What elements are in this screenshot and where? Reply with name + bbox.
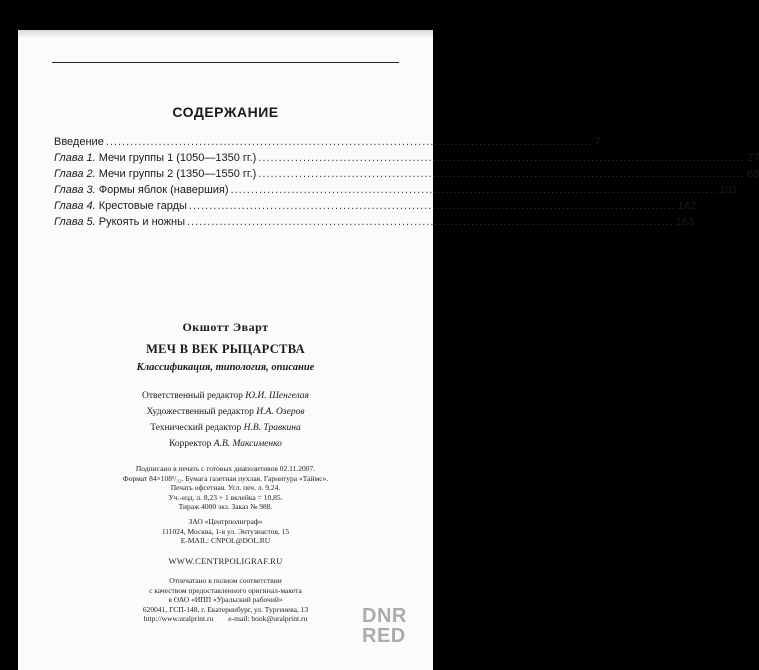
toc-entry	[54, 214, 695, 230]
imprint-line: Печать офсетная. Усл. печ. л. 9,24.	[170, 483, 281, 492]
watermark-line: DNR	[362, 605, 407, 627]
toc-entry-chapter: Глава 5.	[54, 216, 96, 228]
toc-leader-dots: ........................................................................................................................	[105, 136, 593, 148]
top-rule	[52, 62, 399, 63]
toc-entry-page: 101	[719, 184, 738, 196]
book-title: МЕЧ В ВЕК РЫЦАРСТВА	[146, 342, 305, 356]
table-of-contents	[54, 134, 759, 230]
toc-entry	[54, 166, 759, 182]
imprint-details	[18, 464, 433, 512]
toc-entry-page: 68	[747, 168, 759, 180]
toc-entry-page: 142	[677, 200, 697, 212]
printing-line: Отпечатано в полном соответствии	[169, 576, 282, 585]
toc-entry	[54, 182, 738, 198]
toc-entry	[54, 134, 601, 150]
toc-entry-page: 163	[675, 216, 695, 228]
credit-role: Корректор	[169, 439, 212, 449]
toc-leader-dots: ........................................................................................................................	[258, 168, 746, 180]
credit-name: Н.В. Травкина	[243, 423, 301, 433]
book-author: Окшотт Эварт	[182, 320, 269, 334]
toc-entry-chapter: Глава 2.	[54, 168, 96, 180]
editorial-credits	[18, 388, 433, 452]
publisher-line: E-MAIL: CNPOL@DOL.RU	[180, 536, 271, 545]
imprint-line: Формат 84×108¹/₃₂. Бумага газетная пухлая. Гарнитура «Таймс».	[122, 473, 329, 483]
toc-entry-title: Крестовые гарды	[98, 200, 187, 212]
watermark-line: RED	[362, 625, 406, 647]
toc-entry-title: Мечи группы 2 (1350—1550 гг.)	[98, 168, 257, 180]
toc-entry-title: Введение	[54, 136, 104, 148]
printing-line: в ОАО «ИПП «Уральский рабочий»	[168, 595, 283, 604]
toc-leader-dots: ........................................................................................................................	[187, 216, 674, 228]
credit-line	[18, 404, 433, 420]
publisher-line: ЗАО «Центрполиграф»	[188, 517, 263, 526]
credit-name: И.А. Озеров	[256, 407, 305, 417]
toc-entry	[54, 150, 759, 166]
toc-leader-dots: ........................................................................................................................	[188, 200, 676, 212]
toc-entry-title: Формы яблок (навершия)	[98, 184, 229, 196]
toc-entry-title: Рукоять и ножны	[98, 216, 186, 228]
toc-entry-chapter: Глава 3.	[54, 184, 96, 196]
publisher-line: 111024, Москва, 1-я ул. Энтузиастов, 15	[161, 526, 290, 536]
publisher-website: WWW.CENTRPOLIGRAF.RU	[168, 556, 283, 566]
credit-line	[18, 436, 433, 452]
toc-leader-dots: ........................................................................................................................	[230, 184, 718, 196]
toc-entry-title: Мечи группы 1 (1050—1350 гг.)	[98, 152, 257, 164]
printing-line: 620041, ГСП-148, г. Екатеринбург, ул. Тургенева, 13	[142, 604, 309, 614]
toc-entry-page: 27	[747, 152, 759, 164]
credit-line	[18, 388, 433, 404]
imprint-line: Уч.-изд. л. 8,23 + 1 вклейка = 10,85.	[168, 492, 283, 502]
toc-entry	[54, 198, 697, 214]
scan-shadow	[18, 30, 433, 38]
credit-name: А.В. Максименко	[213, 439, 282, 449]
printing-line: http://www.uralprint.ru e-mail: book@uralprint.ru	[143, 614, 308, 623]
toc-entry-page: 7	[594, 136, 601, 148]
imprint-line: Подписано в печать с готовых диапозитивов 02.11.2007.	[135, 464, 316, 473]
toc-leader-dots: ........................................................................................................................	[258, 152, 746, 164]
publisher-info	[18, 517, 433, 546]
book-subtitle: Классификация, типология, описание	[136, 362, 315, 373]
toc-entry-chapter: Глава 1.	[54, 152, 96, 164]
book-page	[18, 30, 759, 670]
toc-entry-chapter: Глава 4.	[54, 200, 96, 212]
credit-line	[18, 420, 433, 436]
credit-name: Ю.И. Шенгелая	[245, 391, 309, 401]
credit-role: Технический редактор	[150, 423, 242, 433]
toc-heading: СОДЕРЖАНИЕ	[172, 104, 279, 120]
credit-role: Художественный редактор	[146, 407, 254, 417]
printing-line: с качеством предоставленного оригинал-макета	[149, 585, 302, 595]
credit-role: Ответственный редактор	[142, 391, 243, 401]
watermark-logo	[362, 606, 407, 646]
imprint-line: Тираж 4000 экз. Заказ № 988.	[178, 502, 273, 511]
